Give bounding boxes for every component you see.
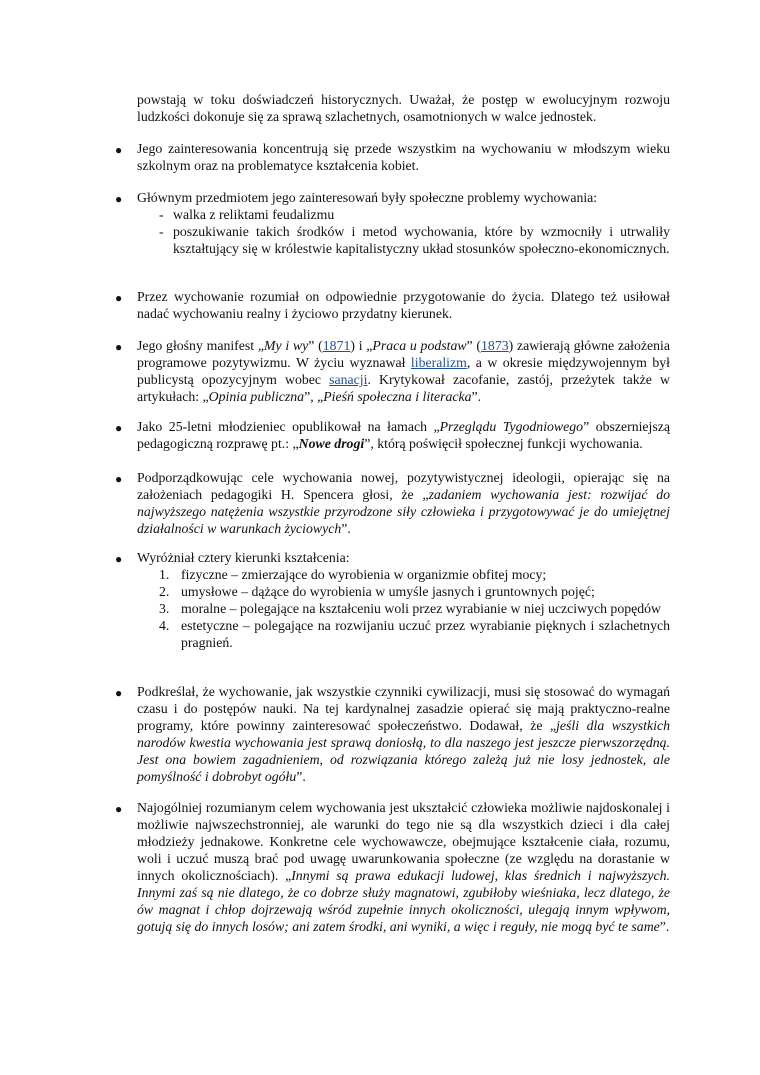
- bullet-icon: ●: [115, 143, 123, 157]
- bullet-icon: ●: [115, 552, 123, 566]
- numbered-list-item: 4. estetyczne – polegające na rozwijaniu uczuć przez wyrabianie pięknych i szlachetnych pragnień.: [159, 618, 670, 650]
- bullet-icon: ●: [115, 192, 123, 206]
- paragraph-intro: Głównym przedmiotem jego zainteresowań były społeczne problemy wychowania:: [137, 190, 598, 205]
- bullet-item-1: [115, 140, 670, 174]
- work-title: My i wy: [263, 338, 309, 353]
- paragraph-text: Przez wychowanie rozumiał on odpowiednie przygotowanie do życia. Dlatego też usiłował nadać wychowaniu realny i życiowo przydatny kierunek.: [137, 289, 670, 321]
- numbered-list: [159, 566, 670, 651]
- bullet-icon: ●: [115, 340, 123, 354]
- bullet-item-7: [115, 549, 670, 651]
- quote-text: Innymi są prawa edukacji ludowej, klas średnich i najwyższych. Innymi zaś są nie dlatego, że co dobrze służy magnatowi, zgubiłoby wieśniaka, lecz dlatego, że ów magnat i chłop dojrzewają wśród zupełnie innych okoliczności, ulegają innym wpływom, gotują się do innych losów; ani zatem środki, ani wyniki, a więc i reguły, nie mogą być te same: [137, 868, 671, 934]
- work-title: Nowe drogi: [298, 436, 365, 451]
- year-link-1871[interactable]: 1871: [322, 338, 351, 353]
- paragraph-intro: Wyróżniał cztery kierunki kształcenia:: [137, 550, 350, 565]
- quote-text: jeśli dla wszystkich narodów kwestia wychowania jest sprawą doniosłą, to dla naszego jest jeszcze pierwszorzędną. Jest ona bowiem zagadnieniem, od rozwiązania którego zależą już nie losy jednostek, ale pomyślność i dobrobyt ogółu: [137, 718, 670, 784]
- bullet-icon: ●: [115, 421, 123, 435]
- bullet-icon: ●: [115, 472, 123, 486]
- year-link-1873[interactable]: 1873: [481, 338, 509, 353]
- article-title: Opinia publiczna: [208, 389, 305, 404]
- bullet-item-4: [115, 337, 670, 405]
- bullet-item-6: [115, 469, 670, 537]
- bullet-item-5: [115, 418, 670, 452]
- bullet-item-9: [115, 799, 670, 935]
- numbered-list-item: 1. fizyczne – zmierzające do wyrobienia w organizmie obfitej mocy;: [159, 567, 547, 582]
- quote-text: zadaniem wychowania jest: rozwijać do najwyższego natężenia wszystkie przyrodzone siły człowieka i przygotowywać je do umiejętnej działalności w warunkach życiowych: [137, 487, 670, 536]
- numbered-list-item: 3. moralne – polegające na kształceniu woli przez wyrabianie w niej uczciwych popędów: [159, 601, 662, 616]
- dash-list-item: - walka z reliktami feudalizmu: [159, 207, 335, 222]
- bullet-item-8: [115, 683, 670, 785]
- work-title: Praca u podstaw: [372, 338, 467, 353]
- liberalizm-link[interactable]: liberalizm: [410, 355, 467, 370]
- paragraph-text: Jego głośny manifest „My i wy” (1871) i „Praca u podstaw” (1873) zawierają główne założenia programowe pozytywizmu. W życiu wyznawał liberalizm, a w okresie międzywojennym był publicystą opozycyjnym wobec sanacji. Krytykował zacofanie, zastój, przeżytek także w artykułach: „Opinia publiczna”, „Pieśń społeczna i literacka”.: [137, 338, 671, 404]
- journal-title: Przeglądu Tygodniowego: [439, 419, 584, 434]
- paragraph-text: Jego zainteresowania koncentrują się przede wszystkim na wychowaniu w młodszym wieku szkolnym oraz na problematyce kształcenia kobiet.: [137, 141, 670, 173]
- bullet-item-3: [115, 288, 670, 322]
- bullet-icon: ●: [115, 291, 123, 305]
- dash-list: [159, 206, 670, 257]
- sanacja-link[interactable]: sanacji: [329, 372, 368, 387]
- bullet-item-2: [115, 189, 670, 257]
- paragraph-text: Najogólniej rozumianym celem wychowania jest ukształcić człowieka możliwie najdoskonalej i możliwie najwszechstronniej, ale warunki do tego nie są dla wszystkich dzieci i dla całej młodzieży jednakowe. Konkretne cele wychowawcze, obejmujące kształcenie ciała, rozumu, woli i uczuć muszą brać pod uwagę uwarunkowania społeczne (ze względu na dorastanie w innych okolicznościach). „Innymi są prawa edukacji ludowej, klas średnich i najwyższych. Innymi zaś są nie dlatego, że co dobrze służy magnatowi, zgubiłoby wieśniaka, lecz dlatego, że ów magnat i chłop dojrzewają wśród zupełnie innych okoliczności, ulegają innym wpływom, gotują się do innych losów; ani zatem środki, ani wyniki, a więc i reguły, nie mogą być te same”.: [137, 800, 671, 934]
- bullet-icon: ●: [115, 802, 123, 816]
- paragraph-text: Jako 25-letni młodzieniec opublikował na łamach „Przeglądu Tygodniowego” obszerniejszą pedagogiczną rozprawę pt.: „Nowe drogi”, którą poświęcił społecznej funkcji wychowania.: [137, 419, 671, 451]
- paragraph-text: Podkreślał, że wychowanie, jak wszystkie czynniki cywilizacji, musi się stosować do wymagań czasu i do postępów nauki. Na tej kardynalnej zasadzie opierać się mają praktyczno-realne programy, które powinny zainteresować społeczeństwo. Dodawał, że „jeśli dla wszystkich narodów kwestia wychowania jest sprawą doniosłą, to dla naszego jest jeszcze pierwszorzędną. Jest ona bowiem zagadnieniem, od rozwiązania którego zależą już nie losy jednostek, ale pomyślność i dobrobyt ogółu”.: [137, 684, 670, 784]
- continuation-paragraph: powstają w toku doświadczeń historycznych. Uważał, że postęp w ewolucyjnym rozwoju ludzkości dokonuje się za sprawą szlachetnych, osamotnionych w walce jednostek.: [137, 92, 670, 124]
- article-title: Pieśń społeczna i literacka: [323, 389, 472, 404]
- bullet-icon: ●: [115, 686, 123, 700]
- dash-list-item: - poszukiwanie takich środków i metod wychowania, które by wzmocniły i utrwaliły kształtujący się w królestwie kapitalistyczny układ stosunków społeczno-ekonomicznych.: [159, 224, 670, 256]
- numbered-list-item: 2. umysłowe – dążące do wyrobienia w umyśle jasnych i gruntownych pojęć;: [159, 584, 595, 599]
- paragraph-text: Podporządkowując cele wychowania nowej, pozytywistycznej ideologii, opierając się na założeniach pedagogiki H. Spencera głosi, że „zadaniem wychowania jest: rozwijać do najwyższego natężenia wszystkie przyrodzone siły człowieka i przygotowywać je do umiejętnej działalności w warunkach życiowych”.: [137, 470, 670, 536]
